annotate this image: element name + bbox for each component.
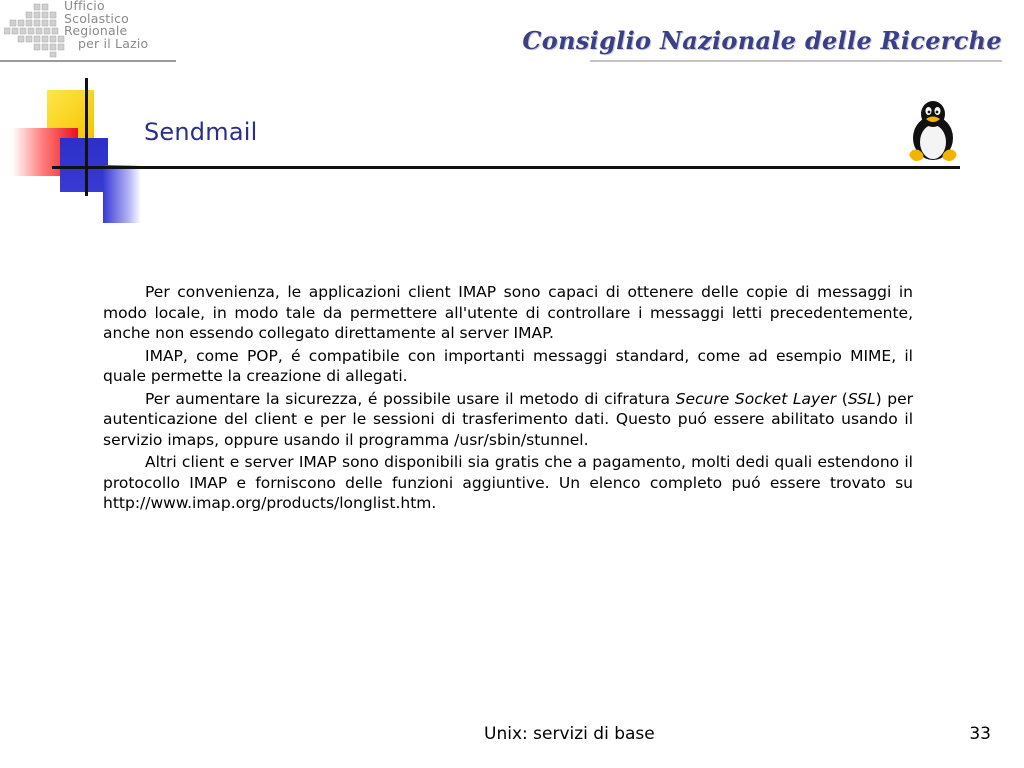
cnr-logo: Consiglio Nazionale delle Ricerche	[522, 26, 1002, 55]
usr-logo-line: per il Lazio	[78, 35, 149, 51]
paragraph: Per convenienza, le applicazioni client IMAP sono capaci di ottenere delle copie di messaggi in modo locale, in modo tale da permettere all'utente di controllare i messaggi letti precedentemente, anche non essendo collegato direttamente al server IMAP.	[103, 283, 913, 342]
decor-blue-square	[60, 138, 108, 192]
usr-lazio-logo	[0, 0, 178, 62]
usr-logo-line: Ufficio	[64, 0, 105, 13]
footer-title: Unix: servizi di base	[484, 724, 655, 744]
paragraph-text: ) per autenticazione del client e per le sessioni di trasferimento dati. Questo puó essere abilitato usando il servizio imaps, oppure usando il programma /usr/sbin/stunnel.	[103, 389, 913, 449]
paragraph: IMAP, come POP, é compatibile con importanti messaggi standard, come ad esempio MIME, il quale permette la creazione di allegati.	[103, 346, 913, 385]
page-number: 33	[969, 724, 991, 744]
ssl-abbrev: SSL	[847, 389, 876, 408]
slide-body	[103, 282, 913, 516]
cnr-logo-underline	[590, 60, 1002, 62]
paragraph-text: (	[836, 389, 848, 408]
usr-lazio-logo-icon	[4, 2, 66, 58]
usr-logo-underline	[0, 60, 176, 62]
slide-title: Sendmail	[144, 118, 258, 146]
usr-logo-line: Regionale	[64, 23, 128, 38]
paragraph	[103, 389, 913, 451]
usr-lazio-logo-text	[64, 0, 148, 50]
title-rule	[52, 166, 960, 169]
ssl-term: Secure Socket Layer	[675, 389, 837, 408]
paragraph: Altri client e server IMAP sono disponibili sia gratis che a pagamento, molti dedi quali estendono il protocollo IMAP e forniscono delle funzioni aggiuntive. Un elenco completo puó essere trovato su http://www.imap.org/products/longlist.htm.	[103, 453, 913, 512]
decor-blue-gradient-square	[103, 165, 141, 223]
tux-penguin-icon	[903, 98, 963, 164]
usr-logo-line: Scolastico	[64, 10, 129, 26]
decor-vertical-line	[85, 78, 88, 196]
paragraph-text: Per aumentare la sicurezza, é possibile usare il metodo di cifratura	[145, 389, 676, 408]
